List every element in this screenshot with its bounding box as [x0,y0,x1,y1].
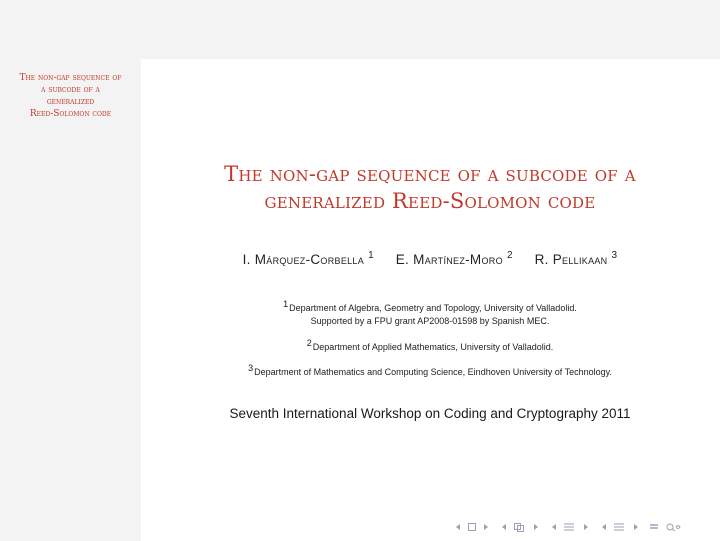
affiliation-mark: 2 [306,338,312,348]
author-name: E. Martínez-Moro [395,252,503,267]
nav-subsec-back-icon[interactable] [598,521,610,533]
nav-align-icon[interactable] [648,521,660,533]
nav-subsec-lines-icon[interactable] [612,521,628,533]
nav-subsection-prev-icon[interactable] [498,521,510,533]
slide-title [170,161,690,215]
nav-frame-next-icon[interactable] [480,521,492,533]
nav-section-lines-icon[interactable] [562,521,578,533]
affiliation-note: Supported by a FPU grant AP2008-01598 by Spanish MEC. [310,316,550,326]
affiliation-1 [150,298,710,328]
author [243,252,374,267]
author-name: I. Márquez-Corbella [242,252,365,267]
affiliation-text: Department of Applied Mathematics, University of Valladolid. [312,342,554,352]
slide-title-line: generalized Reed-Solomon code [264,189,596,213]
affiliation-3 [150,362,710,379]
nav-section-next-icon[interactable] [580,521,592,533]
beamer-navigation-bar [452,520,716,534]
sidebar-title-line: a subcode of a [41,85,100,95]
affiliation-text: Department of Mathematics and Computing Science, Eindhoven University of Technology. [254,367,612,377]
sidebar-title-link[interactable] [4,72,137,120]
author-mark: 1 [368,250,374,261]
nav-frame-box-icon[interactable] [466,521,478,533]
nav-subsec-fwd-icon[interactable] [630,521,642,533]
conference-name: Seventh International Workshop on Coding and Cryptography 2011 [229,406,631,421]
sidebar-title-line: The non-gap sequence of [19,73,122,83]
affiliation-text: Department of Algebra, Geometry and Topology, University of Valladolid. [289,303,577,313]
author-name: R. Pellikaan [534,252,608,267]
author-mark: 3 [611,250,618,261]
sidebar-title-line: Reed-Solomon code [29,109,112,119]
author-list [150,250,710,267]
sidebar-title-line: generalized [46,97,95,107]
nav-section-prev-icon[interactable] [548,521,560,533]
nav-subsection-box-icon[interactable] [512,521,528,533]
headline-bar [141,0,720,59]
slide-title-line: The non-gap sequence of a subcode of a [224,162,636,186]
nav-subsection-next-icon[interactable] [530,521,542,533]
nav-frame-prev-icon[interactable] [452,521,464,533]
affiliation-2 [150,337,710,354]
author [535,252,618,267]
author [396,252,513,267]
affiliation-mark: 3 [248,363,254,373]
author-mark: 2 [506,250,513,261]
affiliation-mark: 1 [283,299,289,309]
nav-search-icon[interactable] [666,521,682,533]
